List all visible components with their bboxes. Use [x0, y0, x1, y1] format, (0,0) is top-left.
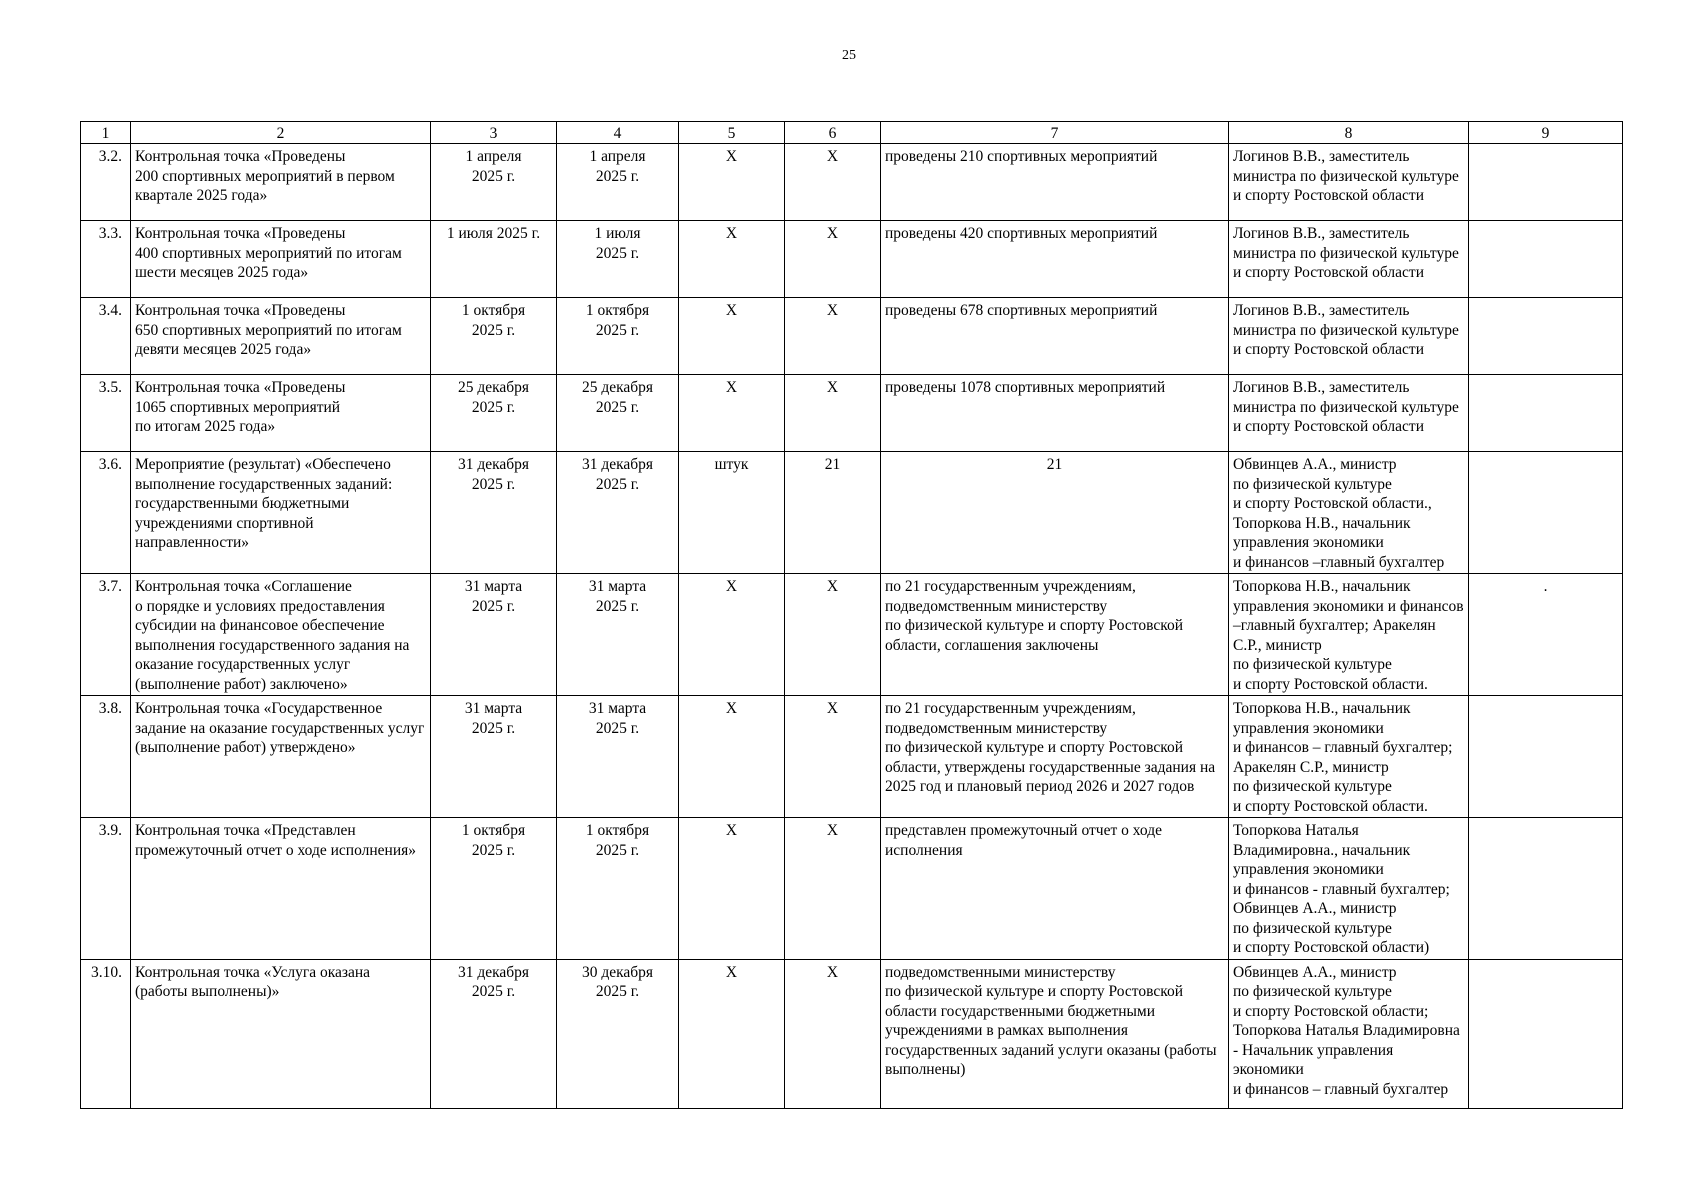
responsible-cell: [1229, 818, 1469, 960]
planned-date-cell: [431, 696, 557, 818]
unit-cell-text: Х: [725, 225, 738, 242]
table-row: [81, 574, 1623, 696]
result-cell: [881, 959, 1229, 1108]
control-points-table: [80, 121, 1623, 1109]
result-cell-text: 21: [1046, 456, 1063, 473]
item-name-cell-text: Контрольная точка «Государственное задание на оказание государственных услуг (выполнение работ) утверждено»: [135, 700, 425, 756]
header-row: [81, 122, 1623, 144]
responsible-cell-text: Топоркова Наталья Владимировна., начальник управления экономики и финансов - главный бухгалтер; Обвинцев А.А., министр по физической культуре и спорту Ростовской области): [1233, 822, 1450, 956]
row-number-cell-text: 3.5.: [98, 379, 122, 396]
planned-date-cell-text: 1 июля 2025 г.: [446, 225, 541, 242]
planned-date-cell: [431, 452, 557, 574]
responsible-cell-text: Логинов В.В., заместитель министра по физической культуре и спорту Ростовской области: [1233, 302, 1459, 358]
actual-date-cell-text: 1 октября 2025 г.: [585, 302, 650, 339]
result-cell-text: подведомственными министерству по физической культуре и спорту Ростовской области государственными бюджетными учреждениями в рамках выполнения государственных заданий услуги оказаны (работы выполнены): [885, 963, 1217, 1078]
result-cell: [881, 298, 1229, 375]
responsible-cell-text: Обвинцев А.А., министр по физической культуре и спорту Ростовской области; Топоркова Наталья Владимировна - Начальник управления экономики и финансов – главный бухгалтер: [1233, 963, 1460, 1098]
actual-date-cell: [557, 221, 679, 298]
result-cell-text: проведены 420 спортивных мероприятий: [885, 225, 1158, 242]
table-row: [81, 375, 1623, 452]
planned-date-cell-text: 1 апреля 2025 г.: [465, 148, 522, 185]
note-cell: [1469, 696, 1623, 818]
row-number-cell-text: 3.6.: [98, 456, 122, 473]
actual-date-cell-text: 1 июля 2025 г.: [594, 225, 641, 262]
unit-cell-text: Х: [725, 302, 738, 319]
responsible-cell: [1229, 221, 1469, 298]
unit-cell: [679, 574, 785, 696]
item-name-cell: [131, 959, 431, 1108]
planned-date-cell: [431, 959, 557, 1108]
planned-date-cell: [431, 375, 557, 452]
item-name-cell: [131, 452, 431, 574]
responsible-cell-text: Топоркова Н.В., начальник управления экономики и финансов –главный бухгалтер; Аракелян С.Р., министр по физической культуре и спорту Ростовской области.: [1233, 578, 1464, 693]
planned-date-cell-text: 31 декабря 2025 г.: [457, 963, 530, 1000]
result-cell: [881, 574, 1229, 696]
responsible-cell: [1229, 452, 1469, 574]
unit-cell-text: Х: [725, 148, 738, 165]
table-row: [81, 452, 1623, 574]
actual-date-cell: [557, 696, 679, 818]
item-name-cell: [131, 818, 431, 960]
value-cell: [785, 574, 881, 696]
item-name-cell: [131, 298, 431, 375]
responsible-cell: [1229, 959, 1469, 1108]
row-number-cell: [81, 574, 131, 696]
responsible-cell: [1229, 696, 1469, 818]
value-cell-text: Х: [826, 822, 839, 839]
header-cell: 2: [131, 122, 431, 144]
actual-date-cell-text: 25 декабря 2025 г.: [581, 379, 654, 416]
note-cell: [1469, 574, 1623, 696]
unit-cell: [679, 959, 785, 1108]
planned-date-cell-text: 1 октября 2025 г.: [461, 822, 526, 859]
value-cell-text: Х: [826, 379, 839, 396]
planned-date-cell: [431, 574, 557, 696]
item-name-cell: [131, 144, 431, 221]
item-name-cell-text: Мероприятие (результат) «Обеспечено выполнение государственных заданий: государственными бюджетными учреждениями спортивной направленности»: [135, 456, 393, 551]
unit-cell: [679, 696, 785, 818]
row-number-cell-text: 3.4.: [98, 302, 122, 319]
row-number-cell-text: 3.10.: [91, 963, 122, 981]
result-cell-text: по 21 государственным учреждениям, подведомственным министерству по физической культуре и спорту Ростовской области, соглашения заключены: [885, 578, 1183, 654]
value-cell: [785, 221, 881, 298]
unit-cell: [679, 221, 785, 298]
header-cell: 5: [679, 122, 785, 144]
item-name-cell-text: Контрольная точка «Проведены 400 спортивных мероприятий по итогам шести месяцев 2025 года»: [135, 225, 402, 281]
table-row: [81, 959, 1623, 1108]
unit-cell-text: Х: [725, 578, 738, 595]
actual-date-cell-text: 30 декабря 2025 г.: [581, 963, 654, 1000]
table-row: [81, 818, 1623, 960]
result-cell: [881, 818, 1229, 960]
row-number-cell: [81, 144, 131, 221]
responsible-cell-text: Логинов В.В., заместитель министра по физической культуре и спорту Ростовской области: [1233, 148, 1459, 204]
responsible-cell: [1229, 144, 1469, 221]
value-cell: [785, 452, 881, 574]
unit-cell-text: Х: [725, 822, 738, 839]
value-cell-text: Х: [826, 302, 839, 319]
item-name-cell-text: Контрольная точка «Проведены 200 спортивных мероприятий в первом квартале 2025 года»: [135, 148, 395, 204]
result-cell: [881, 375, 1229, 452]
header-cell: 9: [1469, 122, 1623, 144]
item-name-cell-text: Контрольная точка «Услуга оказана (работы выполнены)»: [135, 963, 371, 1000]
header-cell: 1: [81, 122, 131, 144]
result-cell-text: проведены 210 спортивных мероприятий: [885, 148, 1158, 165]
row-number-cell: [81, 298, 131, 375]
header-cell: 8: [1229, 122, 1469, 144]
note-cell-text: .: [1543, 578, 1548, 595]
page-number: 25: [842, 48, 856, 63]
responsible-cell: [1229, 574, 1469, 696]
value-cell-text: Х: [826, 578, 839, 595]
planned-date-cell-text: 31 марта 2025 г.: [464, 578, 523, 615]
planned-date-cell: [431, 818, 557, 960]
responsible-cell-text: Топоркова Н.В., начальник управления экономики и финансов – главный бухгалтер; Аракелян С.Р., министр по физической культуре и спорту Ростовской области.: [1233, 700, 1453, 815]
unit-cell: [679, 144, 785, 221]
table-row: [81, 298, 1623, 375]
item-name-cell-text: Контрольная точка «Проведены 650 спортивных мероприятий по итогам девяти месяцев 2025 года»: [135, 302, 402, 358]
actual-date-cell-text: 31 марта 2025 г.: [588, 700, 647, 737]
planned-date-cell: [431, 298, 557, 375]
row-number-cell: [81, 696, 131, 818]
actual-date-cell: [557, 574, 679, 696]
result-cell-text: проведены 1078 спортивных мероприятий: [885, 379, 1166, 396]
row-number-cell-text: 3.3.: [98, 225, 122, 242]
actual-date-cell: [557, 375, 679, 452]
result-cell-text: по 21 государственным учреждениям, подведомственным министерству по физической культуре и спорту Ростовской области, утверждены государственные задания на 2025 год и плановый период 2026 и 2027 годов: [885, 700, 1216, 795]
actual-date-cell: [557, 144, 679, 221]
planned-date-cell-text: 25 декабря 2025 г.: [457, 379, 530, 416]
note-cell: [1469, 452, 1623, 574]
item-name-cell-text: Контрольная точка «Проведены 1065 спортивных мероприятий по итогам 2025 года»: [135, 379, 346, 435]
table-row: [81, 221, 1623, 298]
responsible-cell-text: Обвинцев А.А., министр по физической культуре и спорту Ростовской области., Топоркова Н.В., начальник управления экономики и финансов –главный бухгалтер: [1233, 456, 1445, 571]
row-number-cell-text: 3.8.: [98, 700, 122, 717]
header-cell: 3: [431, 122, 557, 144]
result-cell: [881, 696, 1229, 818]
planned-date-cell-text: 31 декабря 2025 г.: [457, 456, 530, 493]
result-cell: [881, 221, 1229, 298]
value-cell-text: Х: [826, 963, 839, 981]
actual-date-cell-text: 1 апреля 2025 г.: [589, 148, 646, 185]
planned-date-cell-text: 1 октября 2025 г.: [461, 302, 526, 339]
row-number-cell-text: 3.2.: [98, 148, 122, 165]
note-cell: [1469, 298, 1623, 375]
item-name-cell: [131, 574, 431, 696]
value-cell: [785, 818, 881, 960]
result-cell-text: проведены 678 спортивных мероприятий: [885, 302, 1158, 319]
actual-date-cell: [557, 452, 679, 574]
header-cell: 7: [881, 122, 1229, 144]
note-cell: [1469, 221, 1623, 298]
value-cell: [785, 375, 881, 452]
table-row: [81, 144, 1623, 221]
value-cell: [785, 144, 881, 221]
value-cell-text: Х: [826, 148, 839, 165]
actual-date-cell: [557, 818, 679, 960]
unit-cell: [679, 298, 785, 375]
unit-cell: [679, 818, 785, 960]
value-cell: [785, 298, 881, 375]
row-number-cell: [81, 375, 131, 452]
responsible-cell: [1229, 298, 1469, 375]
header-cell: 4: [557, 122, 679, 144]
value-cell-text: 21: [824, 456, 841, 473]
item-name-cell: [131, 375, 431, 452]
item-name-cell-text: Контрольная точка «Представлен промежуточный отчет о ходе исполнения»: [135, 822, 417, 859]
unit-cell: [679, 452, 785, 574]
unit-cell-text: штук: [714, 456, 749, 473]
result-cell: [881, 452, 1229, 574]
note-cell: [1469, 818, 1623, 960]
value-cell: [785, 696, 881, 818]
row-number-cell: [81, 818, 131, 960]
item-name-cell: [131, 221, 431, 298]
actual-date-cell: [557, 298, 679, 375]
row-number-cell: [81, 452, 131, 574]
row-number-cell: [81, 221, 131, 298]
unit-cell-text: Х: [725, 963, 738, 981]
result-cell-text: представлен промежуточный отчет о ходе исполнения: [885, 822, 1162, 859]
actual-date-cell-text: 31 марта 2025 г.: [588, 578, 647, 615]
header-cell: 6: [785, 122, 881, 144]
actual-date-cell-text: 31 декабря 2025 г.: [581, 456, 654, 493]
value-cell: [785, 959, 881, 1108]
actual-date-cell: [557, 959, 679, 1108]
actual-date-cell-text: 1 октября 2025 г.: [585, 822, 650, 859]
planned-date-cell-text: 31 марта 2025 г.: [464, 700, 523, 737]
responsible-cell-text: Логинов В.В., заместитель министра по физической культуре и спорту Ростовской области: [1233, 225, 1459, 281]
unit-cell-text: Х: [725, 700, 738, 717]
planned-date-cell: [431, 144, 557, 221]
responsible-cell-text: Логинов В.В., заместитель министра по физической культуре и спорту Ростовской области: [1233, 379, 1459, 435]
row-number-cell: [81, 959, 131, 1108]
row-number-cell-text: 3.9.: [98, 822, 122, 839]
note-cell: [1469, 144, 1623, 221]
item-name-cell-text: Контрольная точка «Соглашение о порядке и условиях предоставления субсидии на финансовое обеспечение выполнения государственного задания на оказание государственных услуг (выполнение работ) заключено»: [135, 578, 410, 693]
value-cell-text: Х: [826, 700, 839, 717]
planned-date-cell: [431, 221, 557, 298]
note-cell: [1469, 375, 1623, 452]
unit-cell: [679, 375, 785, 452]
row-number-cell-text: 3.7.: [98, 578, 122, 595]
unit-cell-text: Х: [725, 379, 738, 396]
result-cell: [881, 144, 1229, 221]
item-name-cell: [131, 696, 431, 818]
value-cell-text: Х: [826, 225, 839, 242]
responsible-cell: [1229, 375, 1469, 452]
table-row: [81, 696, 1623, 818]
note-cell: [1469, 959, 1623, 1108]
